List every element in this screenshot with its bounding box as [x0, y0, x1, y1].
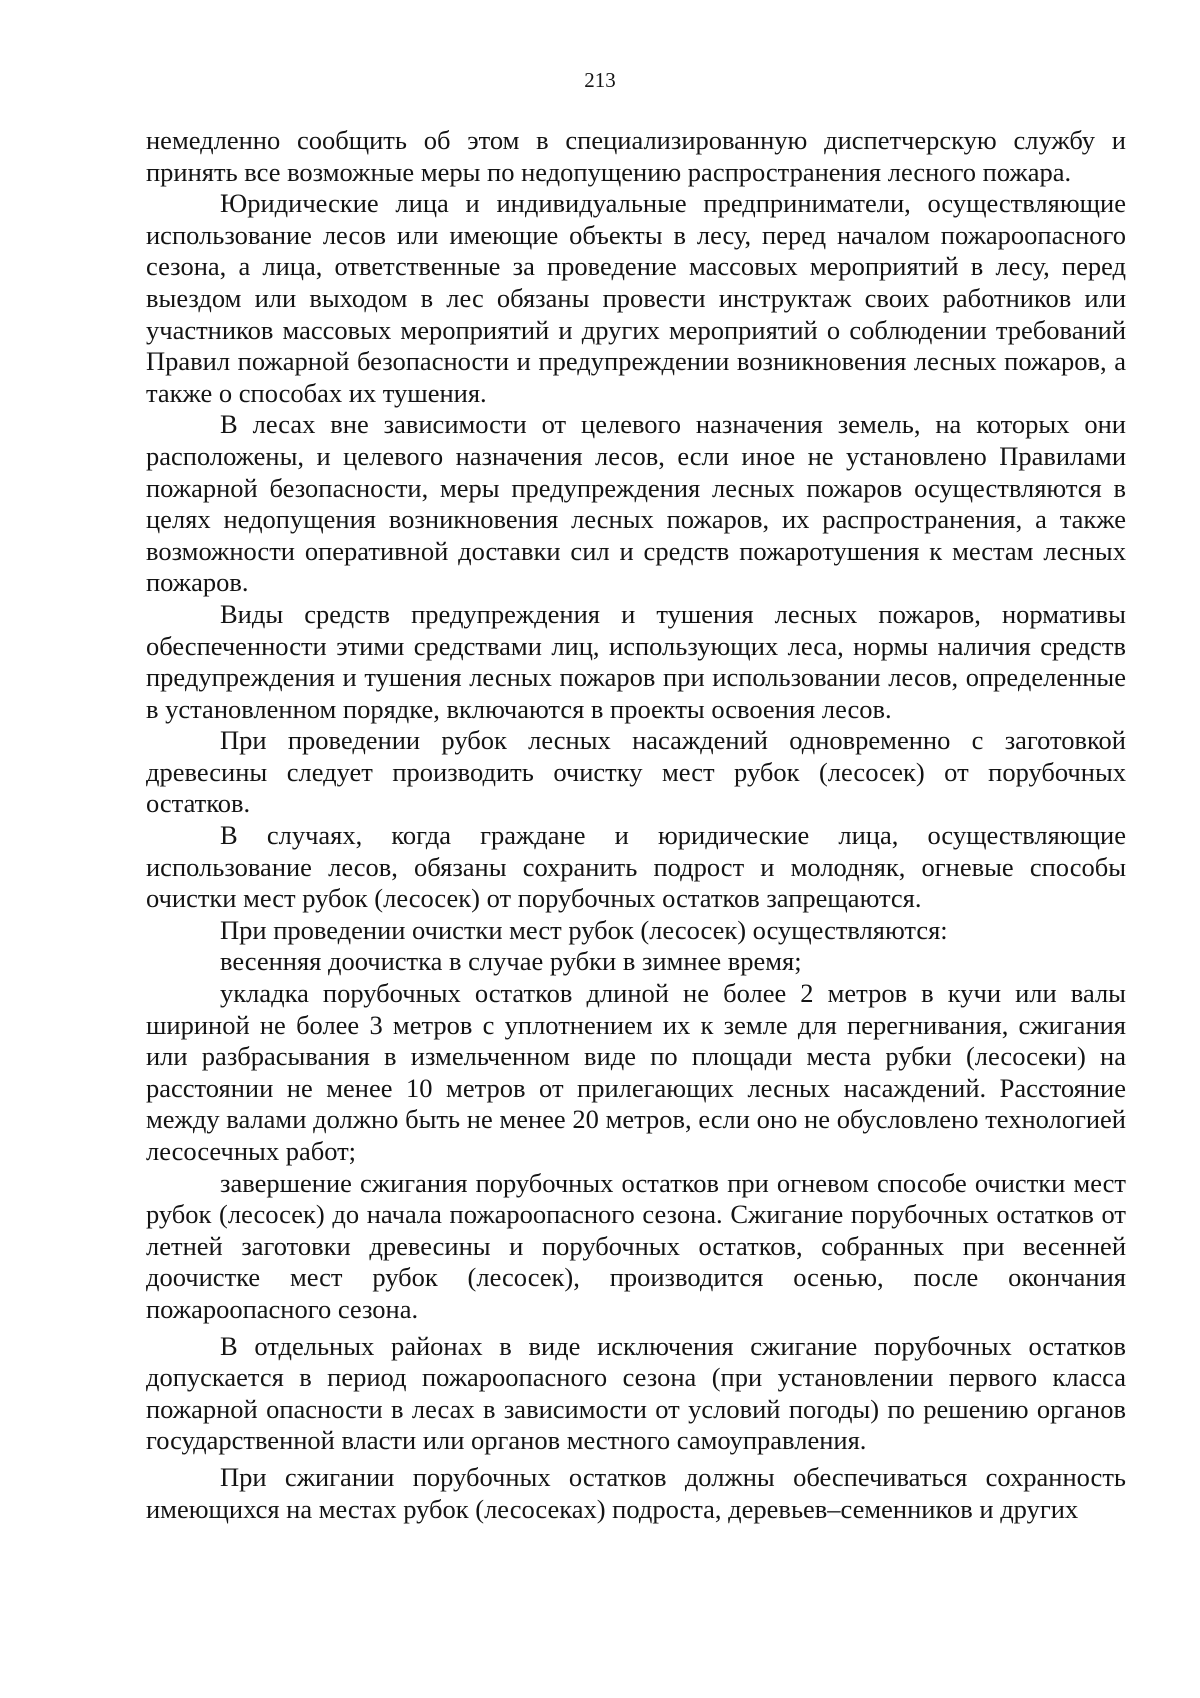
page-number: 213: [584, 68, 616, 92]
paragraph: весенняя доочистка в случае рубки в зимнее время;: [220, 946, 802, 977]
paragraph: завершение сжигания порубочных остатков при огневом способе очистки мест рубок (лесосек) до начала пожароопасного сезона. Сжигание порубочных остатков от летней заготовки древесины и порубочных остатков, собранных при весенней доочистке мест рубок (лесосек), производится осенью, после окончания пожароопасного сезона.: [146, 1167, 1126, 1324]
paragraph: немедленно сообщить об этом в специализированную диспетчерскую службу и принять все возможные меры по недопущению распространения лесного пожара.: [146, 125, 1126, 187]
document-body: [146, 125, 1126, 1525]
paragraph: В отдельных районах в виде исключения сжигание порубочных остатков допускается в период пожароопасного сезона (при установлении первого класса пожарной опасности в лесах в зависимости от условий погоды) по решению органов государственной власти или органов местного самоуправления.: [146, 1330, 1126, 1456]
paragraph: Юридические лица и индивидуальные предприниматели, осуществляющие использование лесов или имеющие объекты в лесу, перед началом пожароопасного сезона, а лица, ответственные за проведение массовых мероприятий в лесу, перед выездом или выходом в лес обязаны провести инструктаж своих работников или участников массовых мероприятий и других мероприятий о соблюдении требований Правил пожарной безопасности и предупреждении возникновения лесных пожаров, а также о способах их тушения.: [146, 188, 1126, 408]
paragraph: При проведении очистки мест рубок (лесосек) осуществляются:: [220, 914, 948, 945]
paragraph: Виды средств предупреждения и тушения лесных пожаров, нормативы обеспеченности этими средствами лиц, использующих леса, нормы наличия средств предупреждения и тушения лесных пожаров при использовании лесов, определенные в установленном порядке, включаются в проекты освоения лесов.: [146, 598, 1126, 724]
paragraph: В лесах вне зависимости от целевого назначения земель, на которых они расположены, и целевого назначения лесов, если иное не установлено Правилами пожарной безопасности, меры предупреждения лесных пожаров осуществляются в целях недопущения возникновения лесных пожаров, их распространения, а также возможности оперативной доставки сил и средств пожаротушения к местам лесных пожаров.: [146, 409, 1126, 598]
paragraph: При проведении рубок лесных насаждений одновременно с заготовкой древесины следует производить очистку мест рубок (лесосек) от порубочных остатков.: [146, 725, 1126, 819]
paragraph: При сжигании порубочных остатков должны обеспечиваться сохранность имеющихся на местах рубок (лесосеках) подроста, деревьев–семенников и других: [146, 1461, 1126, 1524]
paragraph: В случаях, когда граждане и юридические лица, осуществляющие использование лесов, обязаны сохранить подрост и молодняк, огневые способы очистки мест рубок (лесосек) от порубочных остатков запрещаются.: [146, 820, 1126, 914]
paragraph: укладка порубочных остатков длиной не более 2 метров в кучи или валы шириной не более 3 метров с уплотнением их к земле для перегнивания, сжигания или разбрасывания в измельченном виде по площади места рубки (лесосеки) на расстоянии не менее 10 метров от прилегающих лесных насаждений. Расстояние между валами должно быть не менее 20 метров, если оно не обусловлено технологией лесосечных работ;: [146, 978, 1126, 1166]
